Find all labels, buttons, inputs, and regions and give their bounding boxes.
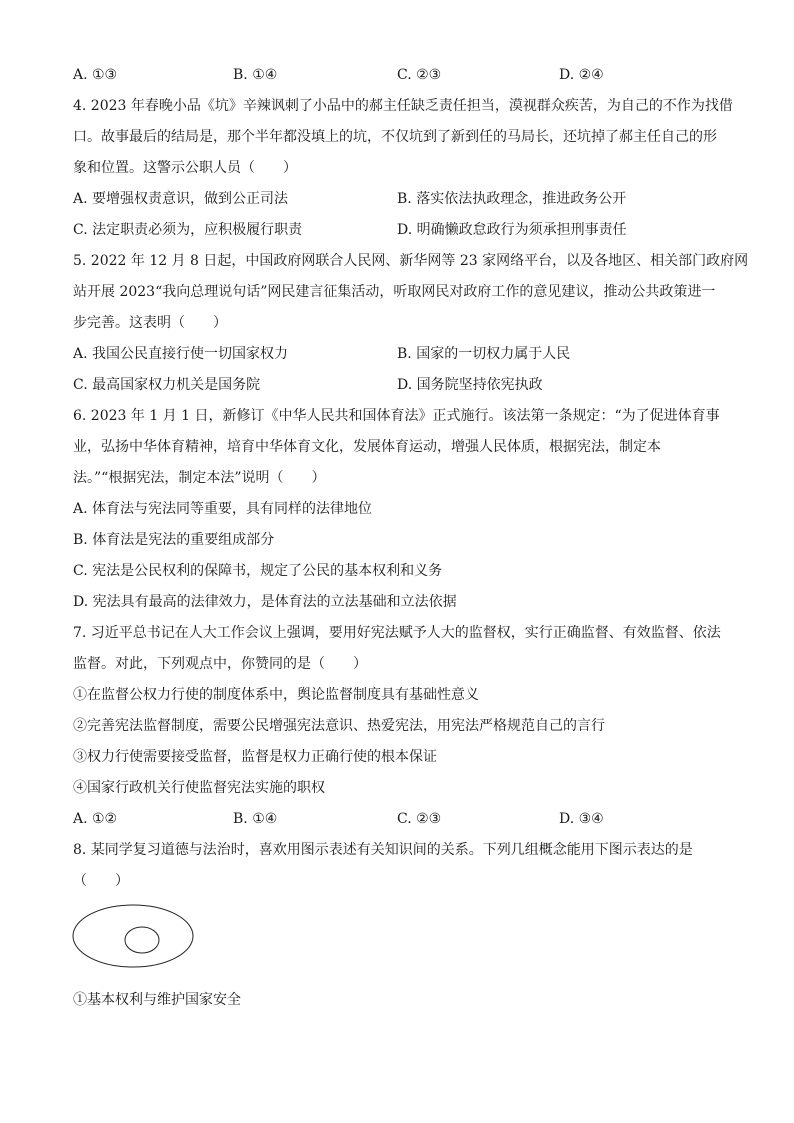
q8-stem-line-2: （ ） [73,873,129,889]
question-8 [73,835,723,1016]
question-6 [73,401,723,618]
q5-options-row-1 [73,339,723,370]
q4-options-row-1 [73,184,723,215]
q3-option-b: B. ①④ [233,67,278,83]
q6-stem-line-3: 法。”“根据宪法，制定本法”说明（ ） [73,470,326,486]
q4-option-b: B. 落实依法执政理念，推进政务公开 [397,191,627,207]
question-5 [73,246,749,401]
q4-stem-line-1: 4. 2023 年春晚小品《坑》辛辣讽刺了小品中的郝主任缺乏责任担当，漠视群众疾苦，为自己的不作为找借 [73,98,733,114]
q5-options-row-2 [73,370,723,401]
q7-options [73,804,723,835]
q7-statement-4: ④国家行政机关行使监督宪法实施的职权 [73,780,325,796]
q8-stem-line-1: 8. 某同学复习道德与法治时，喜欢用图示表述有关知识间的关系。下列几组概念能用下图示表达的是 [73,842,693,858]
question-4 [73,91,733,246]
q4-options-row-2 [73,215,723,246]
q7-option-a: A. ①② [73,811,118,827]
q3-option-c: C. ②③ [397,67,442,83]
q7-statement-2: ②完善宪法监督制度，需要公民增强宪法意识、热爱宪法，用宪法严格规范自己的言行 [73,718,605,734]
q6-stem-line-1: 6. 2023 年 1 月 1 日，新修订《中华人民共和国体育法》正式施行。该法第一条规定：“为了促进体育事 [73,408,720,424]
nested-ellipse-figure [73,897,723,985]
q5-stem-line-2: 站开展 2023“我向总理说句话”网民建言征集活动，听取网民对政府工作的意见建议，推动公共政策进一 [73,284,716,300]
nested-ellipse-diagram [71,903,197,969]
q3-option-d: D. ②④ [559,67,604,83]
q6-option-c: C. 宪法是公民权利的保障书，规定了公民的基本权利和义务 [73,563,443,579]
q6-option-d: D. 宪法具有最高的法律效力，是体育法的立法基础和立法依据 [73,594,457,610]
question-7 [73,618,723,835]
outer-ellipse [73,905,193,967]
q5-option-a: A. 我国公民直接行使一切国家权力 [73,346,289,362]
q7-stem-line-2: 监督。对此，下列观点中，你赞同的是（ ） [73,656,367,672]
q3-options [73,60,723,91]
q7-stem-line-1: 7. 习近平总书记在人大工作会议上强调，要用好宪法赋予人大的监督权，实行正确监督、有效监督、依法 [73,625,721,641]
q4-option-a: A. 要增强权责意识，做到公正司法 [73,191,289,207]
q6-option-b: B. 体育法是宪法的重要组成部分 [73,532,275,548]
q5-option-c: C. 最高国家权力机关是国务院 [73,377,261,393]
q6-stem-line-2: 业，弘扬中华体育精神，培育中华体育文化，发展体育运动，增强人民体质，根据宪法，制定本 [73,439,661,455]
q7-statement-3: ③权力行使需要接受监督，监督是权力正确行使的根本保证 [73,749,437,765]
q6-option-a: A. 体育法与宪法同等重要，具有同样的法律地位 [73,501,373,517]
q8-statement-1: ①基本权利与维护国家安全 [73,992,241,1008]
exam-page [73,60,749,1016]
q4-stem-line-2: 口。故事最后的结局是，那个半年都没填上的坑，不仅坑到了新到任的马局长，还坑掉了郝主任自己的形 [73,129,717,145]
inner-circle [125,927,159,953]
q5-stem-line-1: 5. 2022 年 12 月 8 日起，中国政府网联合人民网、新华网等 23 家网络平台，以及各地区、相关部门政府网 [73,253,749,269]
q3-option-a: A. ①③ [73,67,118,83]
q5-option-d: D. 国务院坚持依宪执政 [397,377,543,393]
q4-stem-line-3: 象和位置。这警示公职人员（ ） [73,160,297,176]
q5-option-b: B. 国家的一切权力属于人民 [397,346,571,362]
q4-option-d: D. 明确懒政怠政行为须承担刑事责任 [397,222,627,238]
q7-option-c: C. ②③ [397,811,442,827]
q7-option-d: D. ③④ [559,811,604,827]
q5-stem-line-3: 步完善。这表明（ ） [73,315,227,331]
q4-option-c: C. 法定职责必须为，应积极履行职责 [73,222,303,238]
q7-statement-1: ①在监督公权力行使的制度体系中，舆论监督制度具有基础性意义 [73,687,479,703]
q7-option-b: B. ①④ [233,811,278,827]
